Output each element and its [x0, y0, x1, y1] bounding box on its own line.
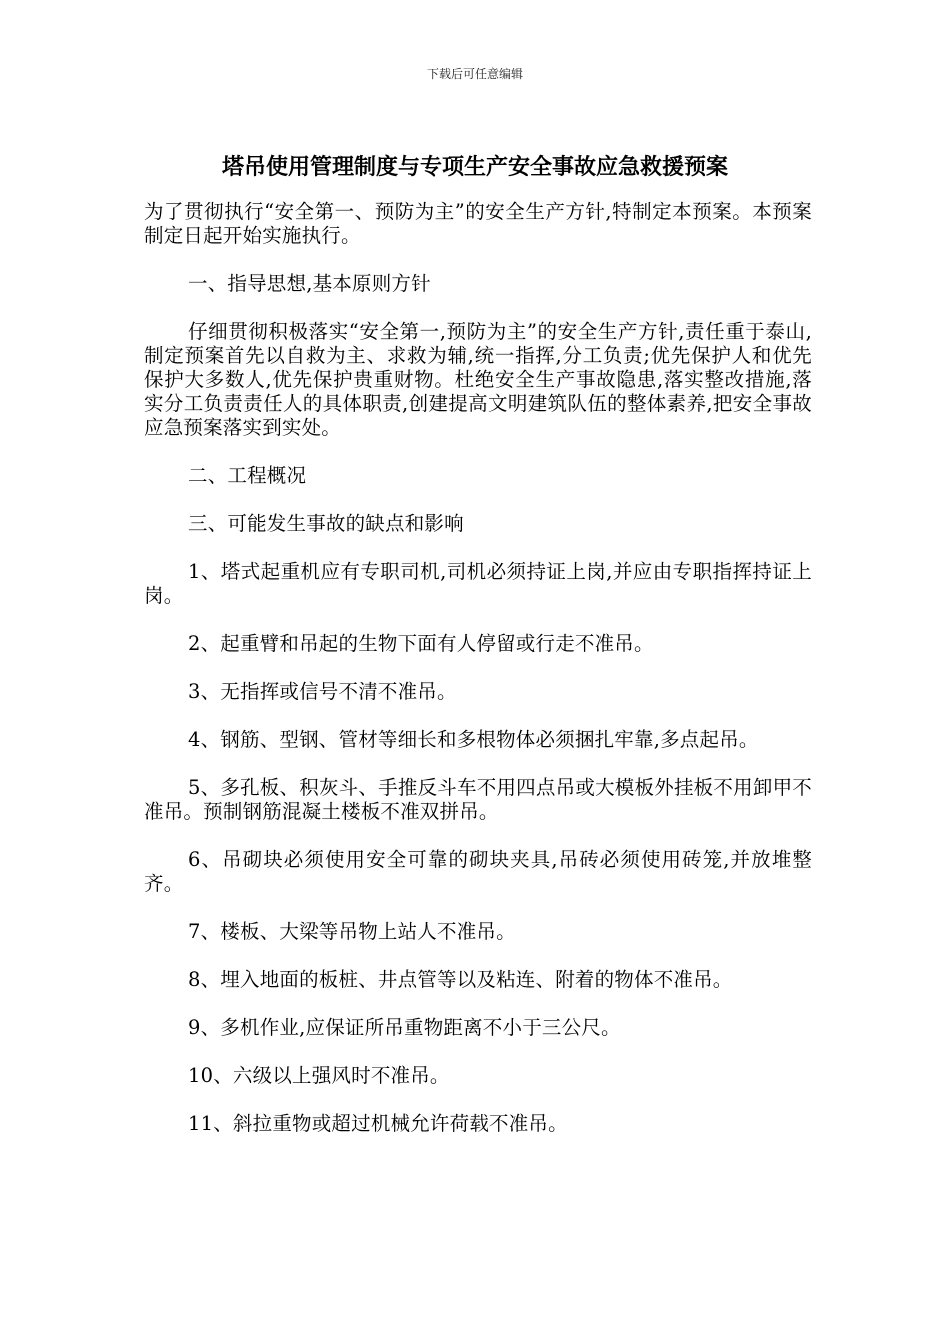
list-item: 4、钢筋、型钢、管材等细长和多根物体必须捆扎牢靠,多点起吊。	[188, 728, 759, 751]
header-note: 下载后可任意编辑	[426, 67, 523, 81]
list-item: 3、无指挥或信号不清不准吊。	[188, 680, 457, 703]
list-item: 5、多孔板、积灰斗、手推反斗车不用四点吊或大模板外挂板不用卸甲不准吊。预制钢筋混凝土楼板不准双拼吊。	[144, 776, 812, 823]
section-heading-guiding-principles: 一、指导思想,基本原则方针	[188, 272, 431, 295]
list-item: 10、六级以上强风时不准吊。	[188, 1064, 450, 1087]
intro-paragraph: 为了贯彻执行“安全第一、预防为主”的安全生产方针,特制定本预案。本预案制定日起开始实施执行。	[144, 200, 812, 247]
list-item: 1、塔式起重机应有专职司机,司机必须持证上岗,并应由专职指挥持证上岗。	[144, 560, 812, 607]
list-item: 8、埋入地面的板桩、井点管等以及粘连、附着的物体不准吊。	[188, 968, 733, 991]
guiding-principles-paragraph: 仔细贯彻积极落实“安全第一,预防为主”的安全生产方针,责任重于泰山,制定预案首先以自救为主、求救为辅,统一指挥,分工负责;优先保护人和优先保护大多数人,优先保护贵重财物。杜绝安全生产事故隐患,落实整改措施,落实分工负责责任人的具体职责,创建提高文明建筑队伍的整体素养,把安全事故应急预案落实到实处。	[144, 320, 812, 439]
list-item: 7、楼板、大梁等吊物上站人不准吊。	[188, 920, 516, 943]
document-body	[144, 200, 812, 1160]
document-title: 塔吊使用管理制度与专项生产安全事故应急救援预案	[221, 155, 728, 180]
list-item: 9、多机作业,应保证所吊重物距离不小于三公尺。	[188, 1016, 621, 1039]
list-item: 6、吊砌块必须使用安全可靠的砌块夹具,吊砖必须使用砖笼,并放堆整齐。	[144, 848, 812, 895]
list-item: 11、斜拉重物或超过机械允许荷载不准吊。	[188, 1112, 568, 1135]
section-heading-project-overview: 二、工程概况	[188, 464, 307, 487]
section-heading-possible-accidents: 三、可能发生事故的缺点和影响	[188, 512, 464, 535]
list-item: 2、起重臂和吊起的生物下面有人停留或行走不准吊。	[188, 632, 654, 655]
